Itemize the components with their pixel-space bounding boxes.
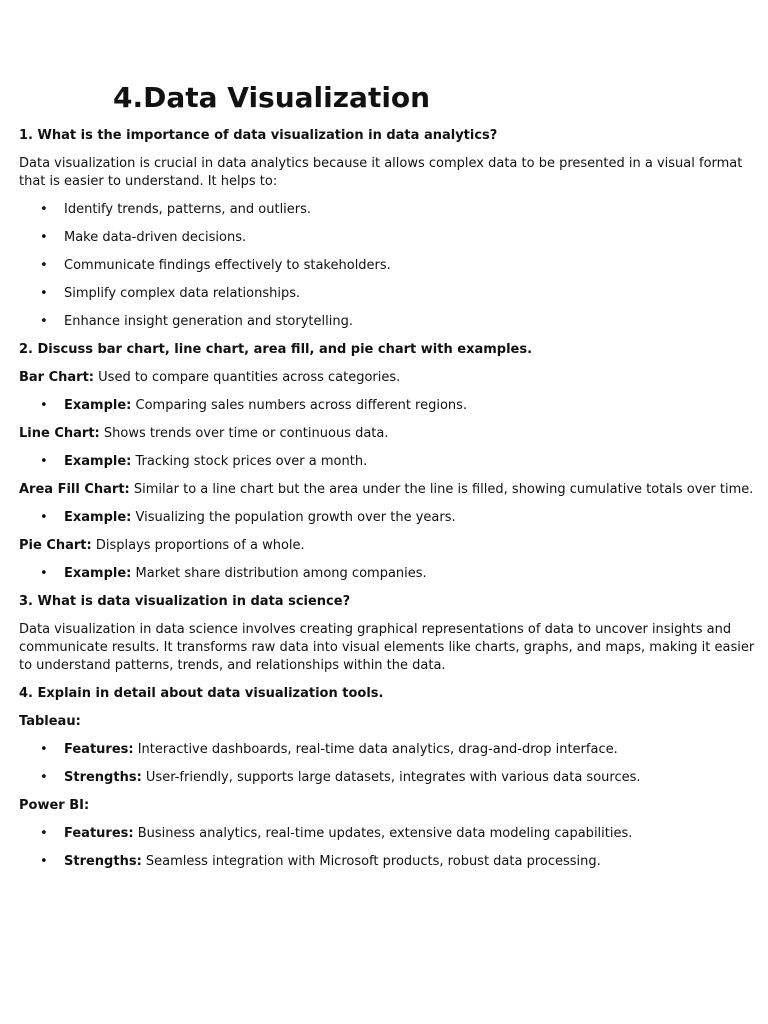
bullet-icon: •	[40, 286, 48, 301]
document-body	[19, 127, 757, 881]
list-item-text: Make data-driven decisions.	[64, 230, 247, 245]
example-label: Example:	[64, 454, 132, 469]
list-item	[19, 741, 757, 759]
chart-example-list	[19, 565, 757, 583]
strengths-text: Seamless integration with Microsoft products, robust data processing.	[145, 854, 601, 869]
answer-3-paragraph: Data visualization in data science involves creating graphical representations of data to uncover insights and communicate results. It transforms raw data into visual elements like charts, graphs, and maps, making it easier to understand patterns, trends, and relationships within the data.	[19, 622, 755, 673]
chart-definition-line	[19, 425, 757, 443]
chart-definition-area	[19, 481, 757, 499]
list-item-text: Identify trends, patterns, and outliers.	[64, 202, 312, 217]
bullet-icon: •	[40, 314, 48, 329]
tool-details-list	[19, 825, 757, 871]
importance-list	[19, 201, 757, 331]
example-text: Tracking stock prices over a month.	[135, 454, 368, 469]
bullet-icon: •	[40, 258, 48, 273]
question-2: 2. Discuss bar chart, line chart, area fill, and pie chart with examples.	[19, 342, 533, 357]
chart-example-list	[19, 509, 757, 527]
strengths-label: Strengths:	[64, 770, 142, 785]
list-item-text: Enhance insight generation and storytelling.	[64, 314, 353, 329]
chart-definition-bar	[19, 369, 757, 387]
chart-name: Pie Chart:	[19, 538, 92, 553]
example-label: Example:	[64, 510, 132, 525]
features-label: Features:	[64, 826, 134, 841]
list-item	[19, 769, 757, 787]
list-item-text: Communicate findings effectively to stakeholders.	[64, 258, 391, 273]
bullet-icon: •	[40, 742, 48, 757]
tool-name-tableau: Tableau:	[19, 714, 81, 729]
example-text: Market share distribution among companies.	[135, 566, 427, 581]
page-title: 4.Data Visualization	[113, 81, 431, 114]
chart-name: Line Chart:	[19, 426, 100, 441]
bullet-icon: •	[40, 202, 48, 217]
list-item	[19, 509, 757, 527]
list-item	[19, 853, 757, 871]
list-item	[19, 257, 757, 275]
list-item	[19, 397, 757, 415]
question-1: 1. What is the importance of data visualization in data analytics?	[19, 128, 498, 143]
example-text: Visualizing the population growth over the years.	[135, 510, 456, 525]
chart-description: Similar to a line chart but the area under the line is filled, showing cumulative totals over time.	[133, 482, 754, 497]
tool-details-list	[19, 741, 757, 787]
list-item	[19, 285, 757, 303]
list-item	[19, 453, 757, 471]
example-text: Comparing sales numbers across different regions.	[135, 398, 468, 413]
chart-description: Displays proportions of a whole.	[95, 538, 305, 553]
example-label: Example:	[64, 566, 132, 581]
answer-1-paragraph: Data visualization is crucial in data analytics because it allows complex data to be presented in a visual format that is easier to understand. It helps to:	[19, 156, 743, 189]
list-item	[19, 825, 757, 843]
bullet-icon: •	[40, 510, 48, 525]
bullet-icon: •	[40, 230, 48, 245]
bullet-icon: •	[40, 398, 48, 413]
list-item	[19, 229, 757, 247]
chart-description: Used to compare quantities across categories.	[98, 370, 401, 385]
chart-name: Area Fill Chart:	[19, 482, 130, 497]
chart-example-list	[19, 453, 757, 471]
bullet-icon: •	[40, 826, 48, 841]
list-item	[19, 201, 757, 219]
chart-definition-pie	[19, 537, 757, 555]
chart-description: Shows trends over time or continuous data.	[103, 426, 389, 441]
chart-name: Bar Chart:	[19, 370, 95, 385]
features-text: Interactive dashboards, real-time data analytics, drag-and-drop interface.	[137, 742, 618, 757]
bullet-icon: •	[40, 854, 48, 869]
bullet-icon: •	[40, 566, 48, 581]
example-label: Example:	[64, 398, 132, 413]
features-text: Business analytics, real-time updates, extensive data modeling capabilities.	[137, 826, 633, 841]
list-item	[19, 565, 757, 583]
strengths-text: User-friendly, supports large datasets, integrates with various data sources.	[145, 770, 641, 785]
question-4: 4. Explain in detail about data visualization tools.	[19, 686, 384, 701]
list-item-text: Simplify complex data relationships.	[64, 286, 301, 301]
features-label: Features:	[64, 742, 134, 757]
question-3: 3. What is data visualization in data science?	[19, 594, 351, 609]
tool-name-power-bi: Power BI:	[19, 798, 90, 813]
bullet-icon: •	[40, 770, 48, 785]
bullet-icon: •	[40, 454, 48, 469]
strengths-label: Strengths:	[64, 854, 142, 869]
chart-example-list	[19, 397, 757, 415]
list-item	[19, 313, 757, 331]
